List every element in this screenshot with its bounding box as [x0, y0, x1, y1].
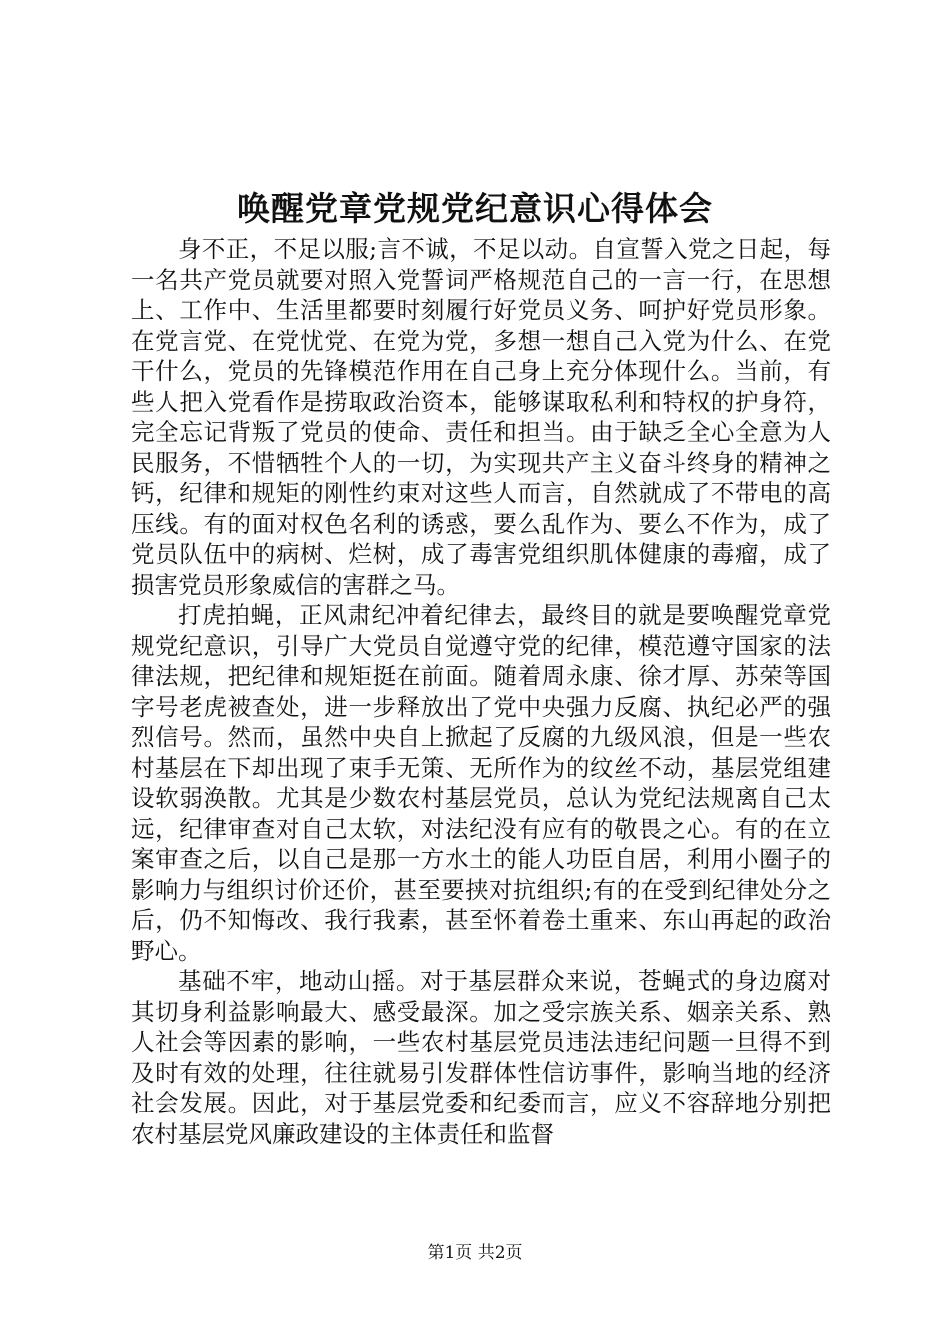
paragraph-3: 基础不牢，地动山摇。对于基层群众来说，苍蝇式的身边腐对其切身利益影响最大、感受最深。加之受宗族关系、姻亲关系、熟人社会等因素的影响，一些农村基层党员违法违纪问题一旦得不到及时有效的处理，往往就易引发群体性信访事件，影响当地的经济社会发展。因此，对于基层党委和纪委而言，应义不容辞地分别把农村基层党风廉政建设的主体责任和监督: [131, 967, 831, 1148]
page-number-footer: 第1页 共2页: [427, 1243, 523, 1263]
paragraph-1: 身不正，不足以服;言不诚，不足以动。自宣誓入党之日起，每一名共产党员就要对照入党誓词严格规范自己的一言一行，在思想上、工作中、生活里都要时刻履行好党员义务、呵护好党员形象。在党言党、在党忧党、在党为党，多想一想自己入党为什么、在党干什么，党员的先锋模范作用在自己身上充分体现什么。当前，有些人把入党看作是捞取政治资本，能够谋取私利和特权的护身符，完全忘记背叛了党员的使命、责任和担当。由于缺乏全心全意为人民服务，不惜牺牲个人的一切，为实现共产主义奋斗终身的精神之钙，纪律和规矩的刚性约束对这些人而言，自然就成了不带电的高压线。有的面对权色名利的诱惑，要么乱作为、要么不作为，成了党员队伍中的病树、烂树，成了毒害党组织肌体健康的毒瘤，成了损害党员形象威信的害群之马。: [131, 235, 831, 599]
document-body: [131, 234, 831, 1149]
paragraph-2: 打虎拍蝇，正风肃纪冲着纪律去，最终目的就是要唤醒党章党规党纪意识，引导广大党员自觉遵守党的纪律，模范遵守国家的法律法规，把纪律和规矩挺在前面。随着周永康、徐才厚、苏荣等国字号老虎被查处，进一步释放出了党中央强力反腐、执纪必严的强烈信号。然而，虽然中央自上掀起了反腐的九级风浪，但是一些农村基层在下却出现了束手无策、无所作为的纹丝不动，基层党组建设软弱涣散。尤其是少数农村基层党员，总认为党纪法规离自己太远，纪律审查对自己太软，对法纪没有应有的敬畏之心。有的在立案审查之后，以自己是那一方水土的能人功臣自居，利用小圈子的影响力与组织讨价还价，甚至要挟对抗组织;有的在受到纪律处分之后，仍不知悔改、我行我素，甚至怀着卷土重来、东山再起的政治野心。: [131, 601, 831, 965]
document-title: 唤醒党章党规党纪意识心得体会: [237, 189, 713, 228]
